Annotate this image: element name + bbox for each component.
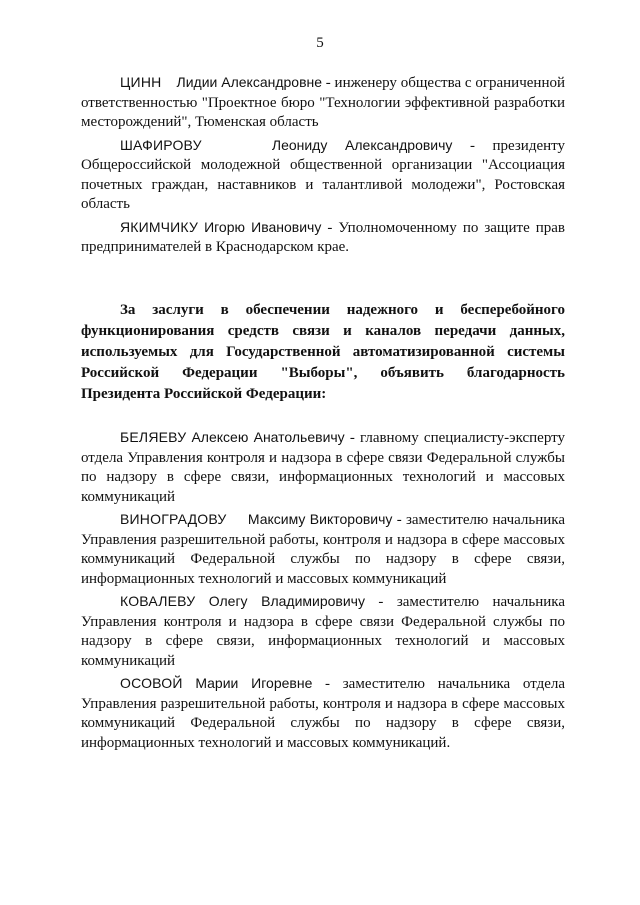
recipient-given-name: Алексею Анатольевичу [191,429,345,445]
recipient-surname: ШАФИРОВУ [120,136,202,153]
award-entry [81,592,565,671]
recipient-surname: ЯКИМЧИКУ [120,218,199,235]
award-entry [81,674,565,753]
recipient-position: - заместителю начальника отдела Управления разрешительной работы, контроля и надзора в сфере массовых коммуникаций Федеральной службы по надзору в сфере связи, информационных технологий и массовых коммуникаций. [81,676,565,751]
recipient-surname: КОВАЛЕВУ [120,593,196,609]
award-entry [81,510,565,589]
recipient-given-name: Максиму Викторовичу [247,511,393,527]
recipient-given-name: Олегу Владимировичу [208,593,365,609]
recipient-surname: ОСОВОЙ [120,675,183,691]
award-entry [81,218,565,258]
recipient-position: - президенту Общероссийской молодежной общественной организации "Ассоциация почетных граждан, наставников и талантливой молодежи", Ростовская область [81,137,565,212]
recipient-given-name: Марии Игоревне [195,675,313,691]
recipient-position: - заместителю начальника Управления разрешительной работы, контроля и надзора в сфере массовых коммуникаций Федеральной службы по надзору в сфере связи, информационных технологий и массовых коммуникаций [81,512,566,587]
award-entry [81,428,565,507]
recipient-position: - заместителю начальника Управления контроля и надзора в сфере связи Федеральной службы по надзору в сфере связи, информационных технологий и массовых коммуникаций [81,594,566,669]
top-award-list [81,73,565,258]
recipient-given-name: Лидии Александровне [176,74,323,90]
bottom-award-list [81,428,565,753]
recipient-given-name: Леониду Александровичу [271,136,453,153]
recipient-surname: ЦИНН [120,74,162,90]
section-heading: За заслуги в обеспечении надежного и бесперебойного функционирования средств связи и каналов передачи данных, используемых для Государственной автоматизированной системы Российской Федерации "Выборы", объявить благодарность Президента Российской Федерации: [81,302,565,402]
recipient-surname: ВИНОГРАДОВУ [120,511,227,527]
award-entry [81,73,565,133]
recipient-position: - главному специалисту-эксперту отдела Управления контроля и надзора в сфере связи Федеральной службы по надзору в сфере связи, информационных технологий и массовых коммуникаций [81,430,565,505]
recipient-surname: БЕЛЯЕВУ [120,429,187,445]
page-number: 5 [316,35,324,51]
recipient-position: - Уполномоченному по защите прав предпринимателей в Краснодарском крае. [81,219,566,255]
award-entry [81,136,565,215]
recipient-given-name: Игорю Ивановичу [204,218,322,235]
recipient-position: - инженеру общества с ограниченной ответственностью "Проектное бюро "Технологии эффективной разработки месторождений", Тюменская область [81,75,565,130]
